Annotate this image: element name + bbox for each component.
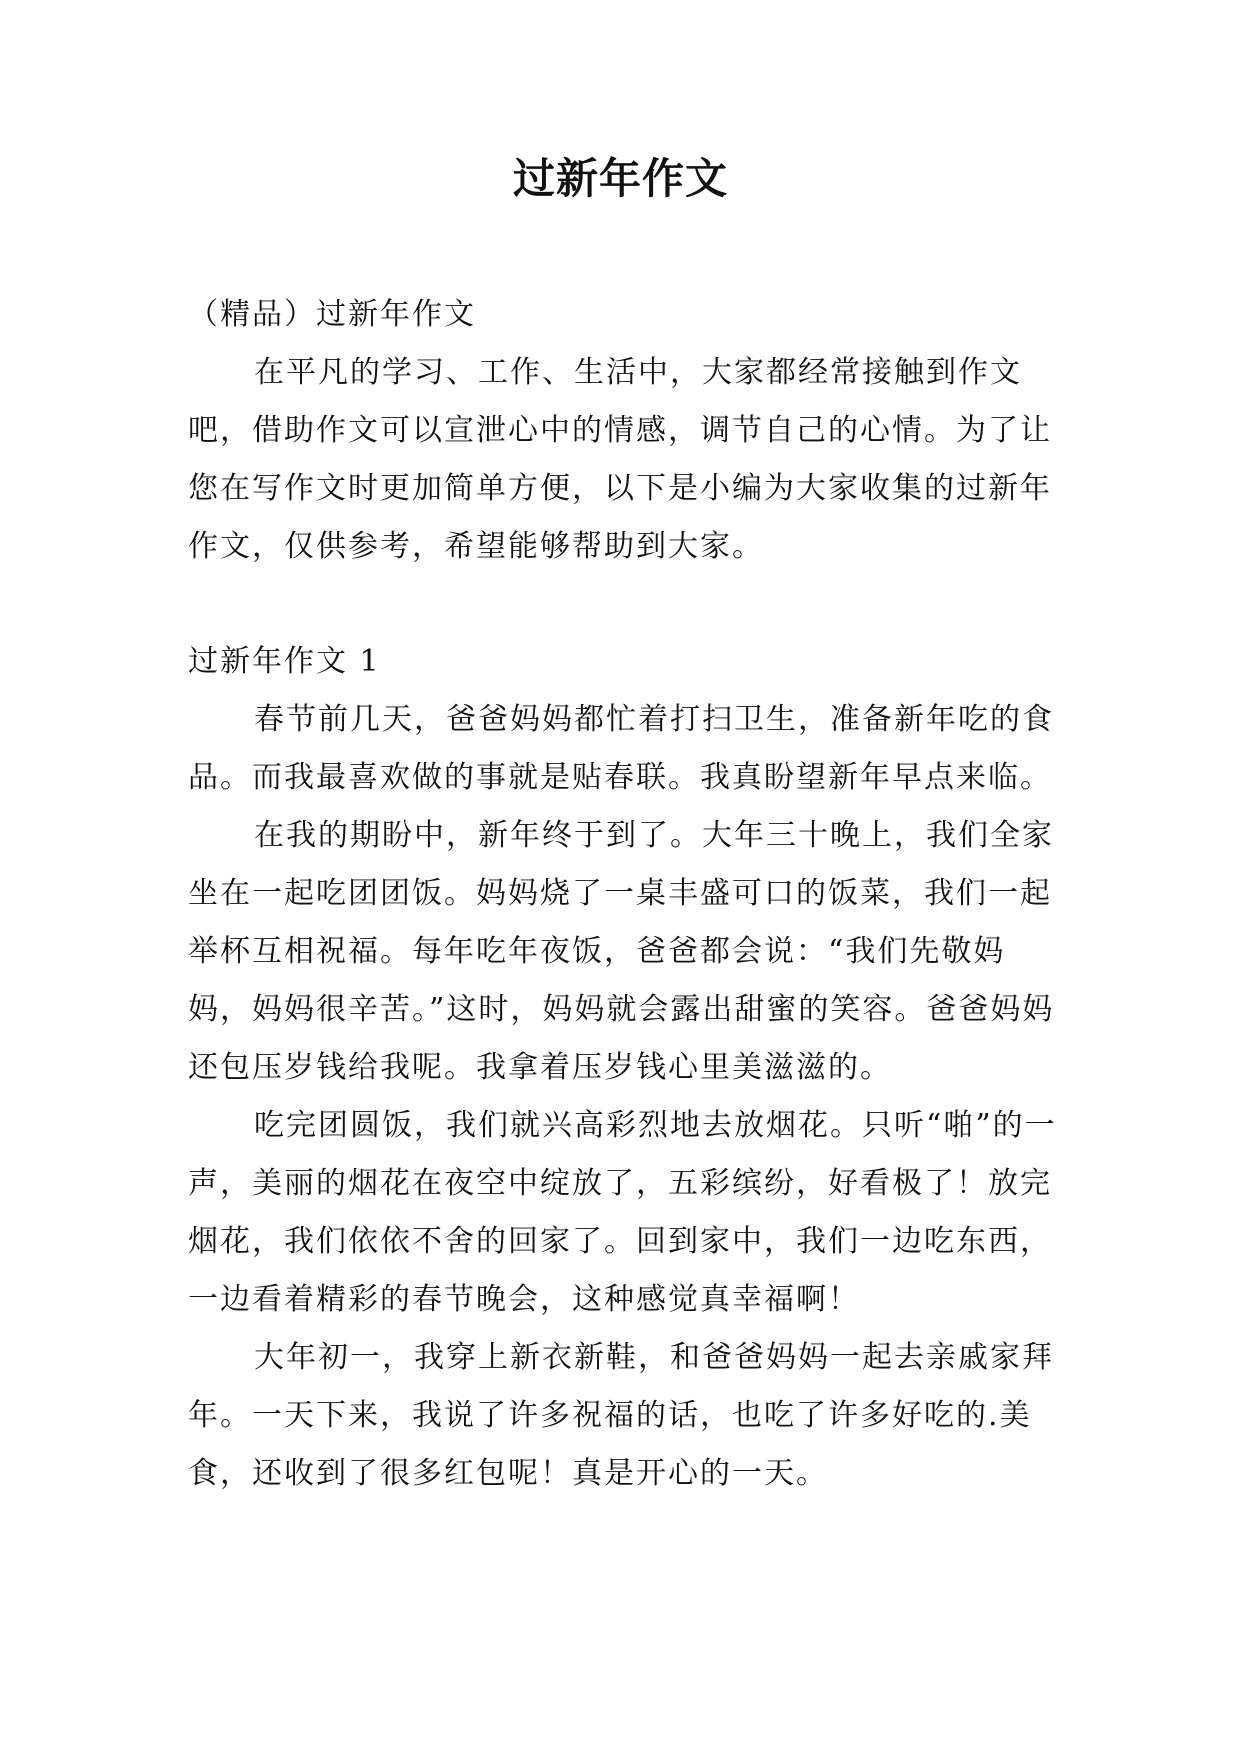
- essay-paragraph-3: 吃完团圆饭，我们就兴高彩烈地去放烟花。只听“啪”的一声，美丽的烟花在夜空中绽放了，五彩缤纷，好看极了！放完烟花，我们依依不舍的回家了。回到家中，我们一边吃东西，一边看着精彩的春节晚会，这种感觉真幸福啊！: [188, 1108, 1057, 1317]
- essay-body: [188, 691, 1060, 1503]
- document-title: 过新年作文: [512, 154, 728, 203]
- section-heading: 过新年作文 1: [188, 644, 381, 679]
- essay-paragraph-1: 春节前几天，爸爸妈妈都忙着打扫卫生，准备新年吃的食品。而我最喜欢做的事就是贴春联。我真盼望新年早点来临。: [188, 702, 1054, 795]
- intro-text: 在平凡的学习、工作、生活中，大家都经常接触到作文吧，借助作文可以宣泄心中的情感，调节自己的心情。为了让您在写作文时更加简单方便，以下是小编为大家收集的过新年作文，仅供参考，希望能够帮助到大家。: [188, 355, 1052, 564]
- essay-paragraph-2: 在我的期盼中，新年终于到了。大年三十晚上，我们全家坐在一起吃团团饭。妈妈烧了一桌丰盛可口的饭菜，我们一起举杯互相祝福。每年吃年夜饭，爸爸都会说：“我们先敬妈妈，妈妈很辛苦。”这时，妈妈就会露出甜蜜的笑容。爸爸妈妈还包压岁钱给我呢。我拿着压岁钱心里美滋滋的。: [188, 818, 1055, 1085]
- intro-paragraph: [188, 344, 1060, 576]
- document-subtitle: （精品）过新年作文: [188, 297, 476, 332]
- essay-paragraph-4: 大年初一，我穿上新衣新鞋，和爸爸妈妈一起去亲戚家拜年。一天下来，我说了许多祝福的话，也吃了许多好吃的.美食，还收到了很多红包呢！真是开心的一天。: [188, 1340, 1054, 1491]
